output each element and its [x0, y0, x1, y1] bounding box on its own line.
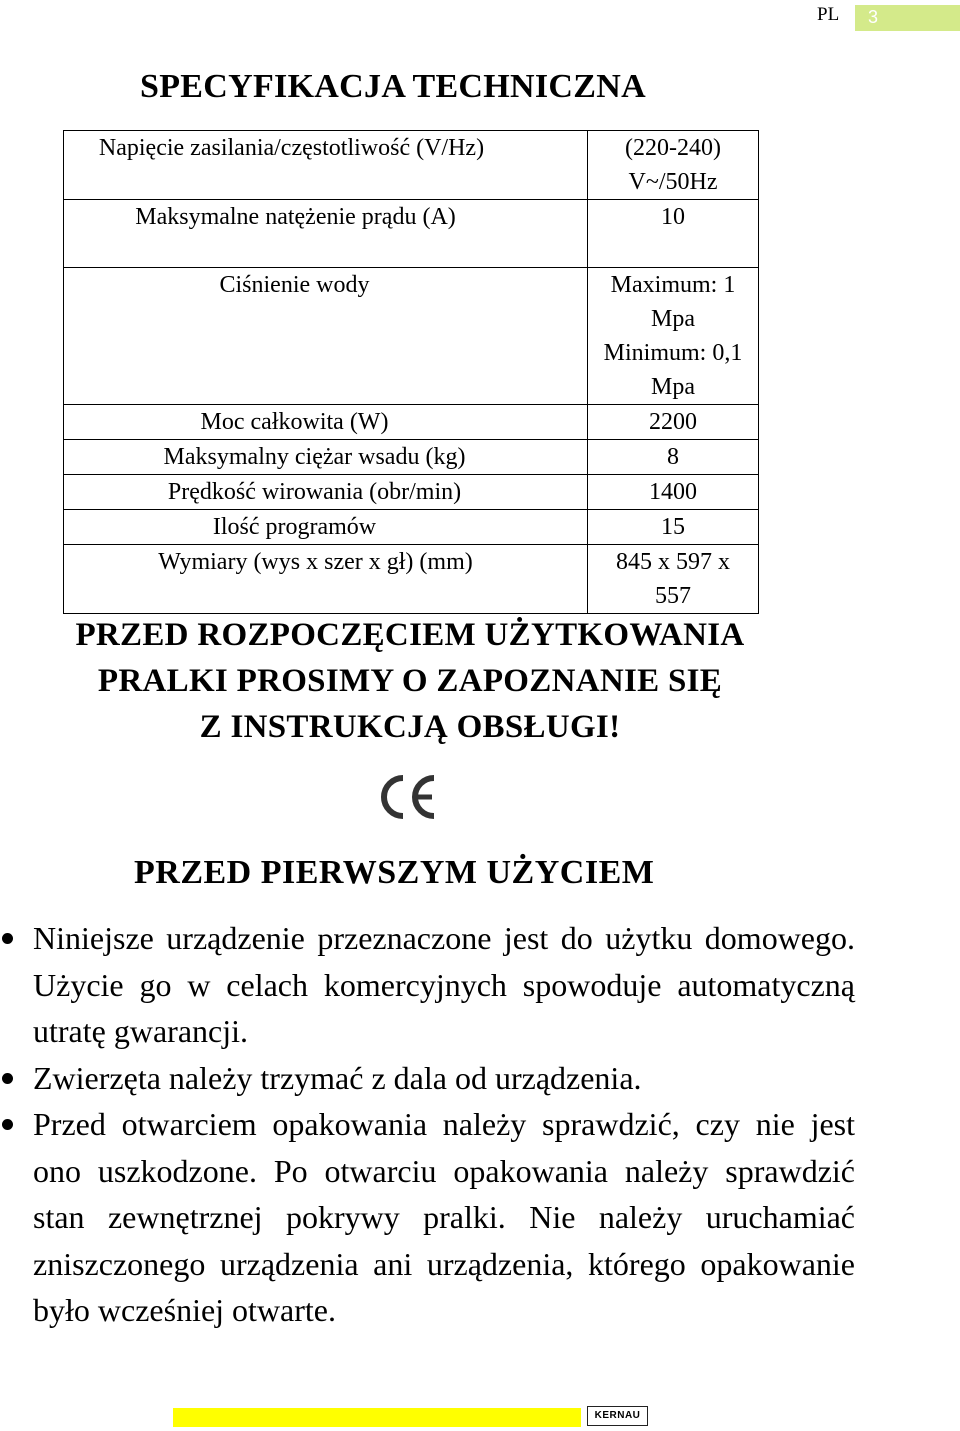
spec-value: 15 — [588, 510, 759, 545]
warning-line: PRZED ROZPOCZĘCIEM UŻYTKOWANIA — [75, 617, 745, 653]
page-number: 3 — [868, 7, 879, 27]
table-row — [64, 200, 759, 268]
spec-label: Ilość programów — [64, 510, 588, 545]
brand-logo: KERNAU — [587, 1406, 648, 1426]
spec-label: Maksymalne natężenie prądu (A) — [64, 200, 588, 268]
table-row — [64, 405, 759, 440]
spec-label: Napięcie zasilania/częstotliwość (V/Hz) — [64, 131, 588, 200]
language-code: PL — [817, 4, 840, 25]
page-number-box — [855, 5, 960, 31]
bullet-icon — [2, 1073, 13, 1084]
list-item — [0, 915, 855, 1055]
list-item-text: Zwierzęta należy trzymać z dala od urządzenia. — [33, 1059, 642, 1096]
spec-value: 10 — [588, 200, 759, 268]
spec-value: 1400 — [588, 475, 759, 510]
spec-label: Maksymalny ciężar wsadu (kg) — [64, 440, 588, 475]
spec-value: 2200 — [588, 405, 759, 440]
spec-label: Wymiary (wys x szer x gł) (mm) — [64, 545, 588, 614]
spec-label: Moc całkowita (W) — [64, 405, 588, 440]
spec-value: (220-240) V~/50Hz — [588, 131, 759, 200]
bullet-list — [0, 915, 960, 1334]
spec-value: 845 x 597 x 557 — [588, 545, 759, 614]
spec-value: Maximum: 1 Mpa Minimum: 0,1 Mpa — [588, 268, 759, 405]
spec-value: 8 — [588, 440, 759, 475]
warning-notice — [0, 612, 820, 750]
spec-table — [63, 130, 759, 614]
bullet-icon — [2, 933, 13, 944]
ce-mark-icon — [376, 770, 440, 824]
warning-line: Z INSTRUKCJĄ OBSŁUGI! — [199, 709, 621, 745]
spec-label: Ciśnienie wody — [64, 268, 588, 405]
list-item-text: Niniejsze urządzenie przeznaczone jest do użytku domowego. Użycie go w celach komercyjnych spowoduje automatyczną utratę gwarancji. — [33, 920, 855, 1049]
table-row — [64, 475, 759, 510]
table-row — [64, 545, 759, 614]
section-title: PRZED PIERWSZYM UŻYCIEM — [134, 854, 655, 891]
table-row — [64, 131, 759, 200]
table-row — [64, 510, 759, 545]
list-item-text: Przed otwarciem opakowania należy sprawdzić, czy nie jest ono uszkodzone. Po otwarciu opakowania należy sprawdzić stan zewnętrznej pokrywy pralki. Nie należy uruchamiać zniszczonego urządzenia ani urządzenia, którego opakowanie było wcześniej otwarte. — [33, 1106, 855, 1328]
footer-bar — [173, 1408, 581, 1427]
table-row — [64, 440, 759, 475]
page-title: SPECYFIKACJA TECHNICZNA — [140, 68, 646, 105]
list-item — [0, 1055, 855, 1102]
bullet-icon — [2, 1119, 13, 1130]
warning-line: PRALKI PROSIMY O ZAPOZNANIE SIĘ — [97, 663, 723, 699]
spec-label: Prędkość wirowania (obr/min) — [64, 475, 588, 510]
table-row — [64, 268, 759, 405]
list-item — [0, 1101, 855, 1334]
